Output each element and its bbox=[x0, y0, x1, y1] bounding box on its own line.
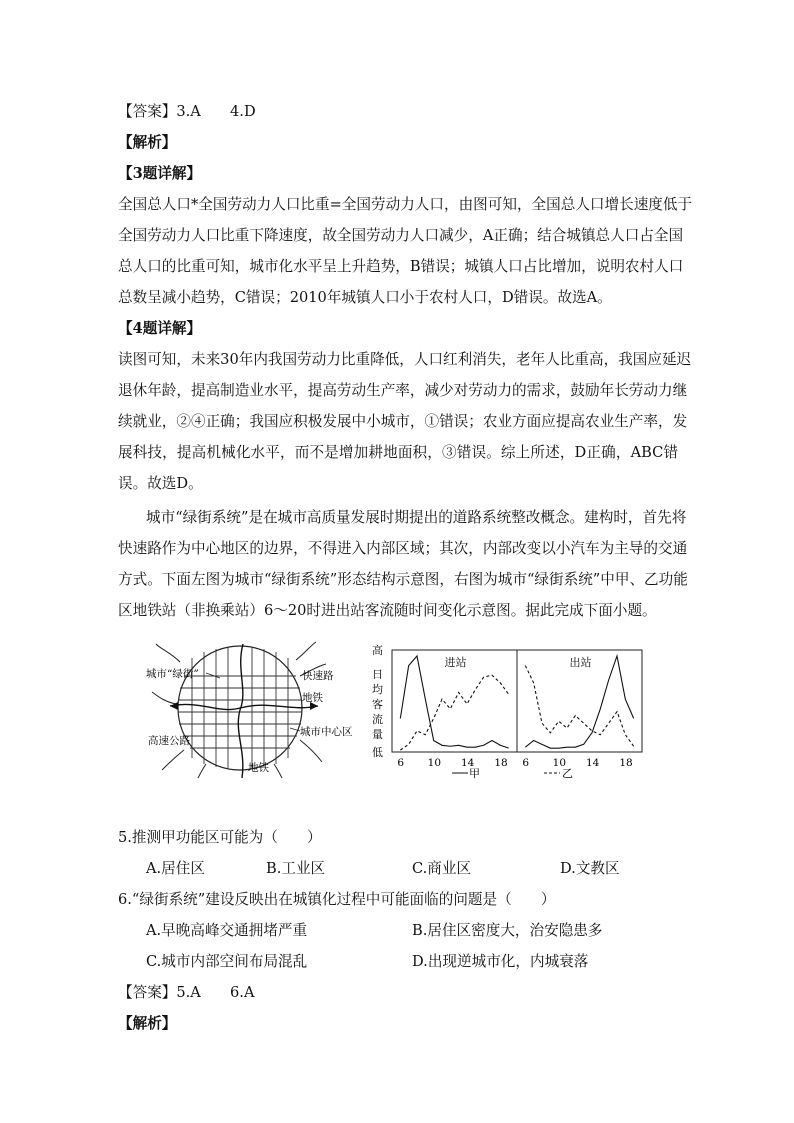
x-tick-label: 6 bbox=[522, 757, 530, 769]
label-city-green: 城市“绿街” bbox=[146, 668, 199, 680]
answer-5-6: 【答案】5.A 6.A bbox=[118, 984, 255, 1001]
q6-stem: 6.“绿街系统”建设反映出在城镇化过程中可能面临的问题是（ ） bbox=[118, 891, 556, 908]
y-axis-label bbox=[372, 643, 383, 759]
q5-stem: 5.推测甲功能区可能为（ ） bbox=[118, 829, 322, 846]
q5-option-c[interactable]: C.商业区 bbox=[412, 860, 472, 877]
legend-yi-label: 乙 bbox=[562, 767, 573, 780]
x-tick-label: 14 bbox=[461, 757, 475, 769]
y-label-char: 均 bbox=[372, 683, 383, 696]
q5-option-b[interactable]: B.工业区 bbox=[266, 860, 326, 877]
x-tick-label: 18 bbox=[619, 757, 633, 769]
label-center: 城市中心区 bbox=[300, 726, 353, 738]
intro-line: 方式。下面左图为城市“绿街系统”形态结构示意图，右图为城市“绿街系统”中甲、乙功能 bbox=[118, 571, 688, 588]
analysis-heading-2: 【解析】 bbox=[118, 1015, 177, 1032]
x-tick-label: 10 bbox=[427, 757, 442, 769]
q3-line: 总数呈减小趋势，C错误；2010年城镇人口小于农村人口，D错误。故选A。 bbox=[118, 289, 612, 306]
y-label-char: 日 bbox=[372, 668, 383, 681]
series-line-jia bbox=[525, 656, 633, 748]
label-metro-bottom: 地铁 bbox=[248, 762, 269, 774]
q5-option-a[interactable]: A.居住区 bbox=[146, 860, 205, 877]
panel-title: 出站 bbox=[569, 656, 592, 669]
y-label-high: 高 bbox=[372, 644, 383, 657]
q4-line: 读图可知，未来30年内我国劳动力比重降低，人口红利消失，老年人比重高，我国应延迟 bbox=[118, 351, 692, 368]
green-street-map bbox=[140, 640, 365, 780]
passenger-flow-chart bbox=[368, 640, 653, 785]
label-metro-right: 地铁 bbox=[302, 692, 323, 704]
q6-option-d[interactable]: D.出现逆城市化，内城衰落 bbox=[412, 953, 589, 970]
q6-option-c[interactable]: C.城市内部空间布局混乱 bbox=[146, 953, 308, 970]
y-label-flow bbox=[372, 668, 383, 741]
q4-line: 退休年龄，提高制造业水平，提高劳动生产率，减少对劳动力的需求，鼓励年长劳动力继 bbox=[118, 382, 688, 399]
intro-line: 区地铁站（非换乘站）6～20时进出站客流随时间变化示意图。据此完成下面小题。 bbox=[118, 602, 657, 619]
intro-line: 快速路作为中心地区的边界，不得进入内部区域；其次，内部改变以小汽车为主导的交通 bbox=[118, 540, 688, 557]
y-label-char: 量 bbox=[372, 728, 383, 741]
y-label-char: 流 bbox=[372, 713, 383, 726]
label-expressway: 快速路 bbox=[302, 670, 334, 682]
analysis-heading: 【解析】 bbox=[118, 134, 177, 151]
q3-line: 全国总人口*全国劳动力人口比重=全国劳动力人口，由图可知，全国总人口增长速度低于 bbox=[118, 196, 693, 213]
q6-option-b[interactable]: B.居住区密度大，治安隐患多 bbox=[412, 922, 603, 939]
q4-detail-heading: 【4题详解】 bbox=[118, 320, 202, 337]
series-line-jia bbox=[400, 656, 508, 748]
q4-line: 误。故选D。 bbox=[118, 475, 203, 492]
answer-3-4: 【答案】3.A 4.D bbox=[118, 103, 256, 120]
series-line-yi bbox=[400, 675, 508, 750]
label-highway: 高速公路 bbox=[148, 735, 190, 747]
q4-line: 展科技，提高机械化水平，而不是增加耕地面积，③错误。综上所述，D正确，ABC错 bbox=[118, 444, 678, 461]
x-tick-label: 6 bbox=[397, 757, 405, 769]
q5-option-d[interactable]: D.文教区 bbox=[560, 860, 620, 877]
q4-line: 续就业，②④正确；我国应积极发展中小城市，①错误；农业方面应提高农业生产率，发 bbox=[118, 413, 688, 430]
q3-detail-heading: 【3题详解】 bbox=[118, 165, 202, 182]
intro-line: 城市“绿街系统”是在城市高质量发展时期提出的道路系统整改概念。建构时，首先将 bbox=[146, 509, 687, 526]
y-label-char: 客 bbox=[372, 698, 383, 711]
x-tick-label: 10 bbox=[552, 757, 567, 769]
panel-title: 进站 bbox=[444, 656, 467, 669]
x-tick-label: 14 bbox=[586, 757, 600, 769]
q3-line: 总人口的比重可知，城市化水平呈上升趋势，B错误；城镇人口占比增加，说明农村人口 bbox=[118, 258, 684, 275]
legend-jia-label: 甲 bbox=[469, 767, 480, 780]
x-tick-label: 18 bbox=[494, 757, 508, 769]
series-line-yi bbox=[525, 666, 633, 747]
q6-option-a[interactable]: A.早晚高峰交通拥堵严重 bbox=[146, 922, 308, 939]
y-label-low: 低 bbox=[372, 746, 383, 759]
q3-line: 全国劳动力人口比重下降速度，故全国劳动力人口减少，A正确；结合城镇总人口占全国 bbox=[118, 227, 684, 244]
